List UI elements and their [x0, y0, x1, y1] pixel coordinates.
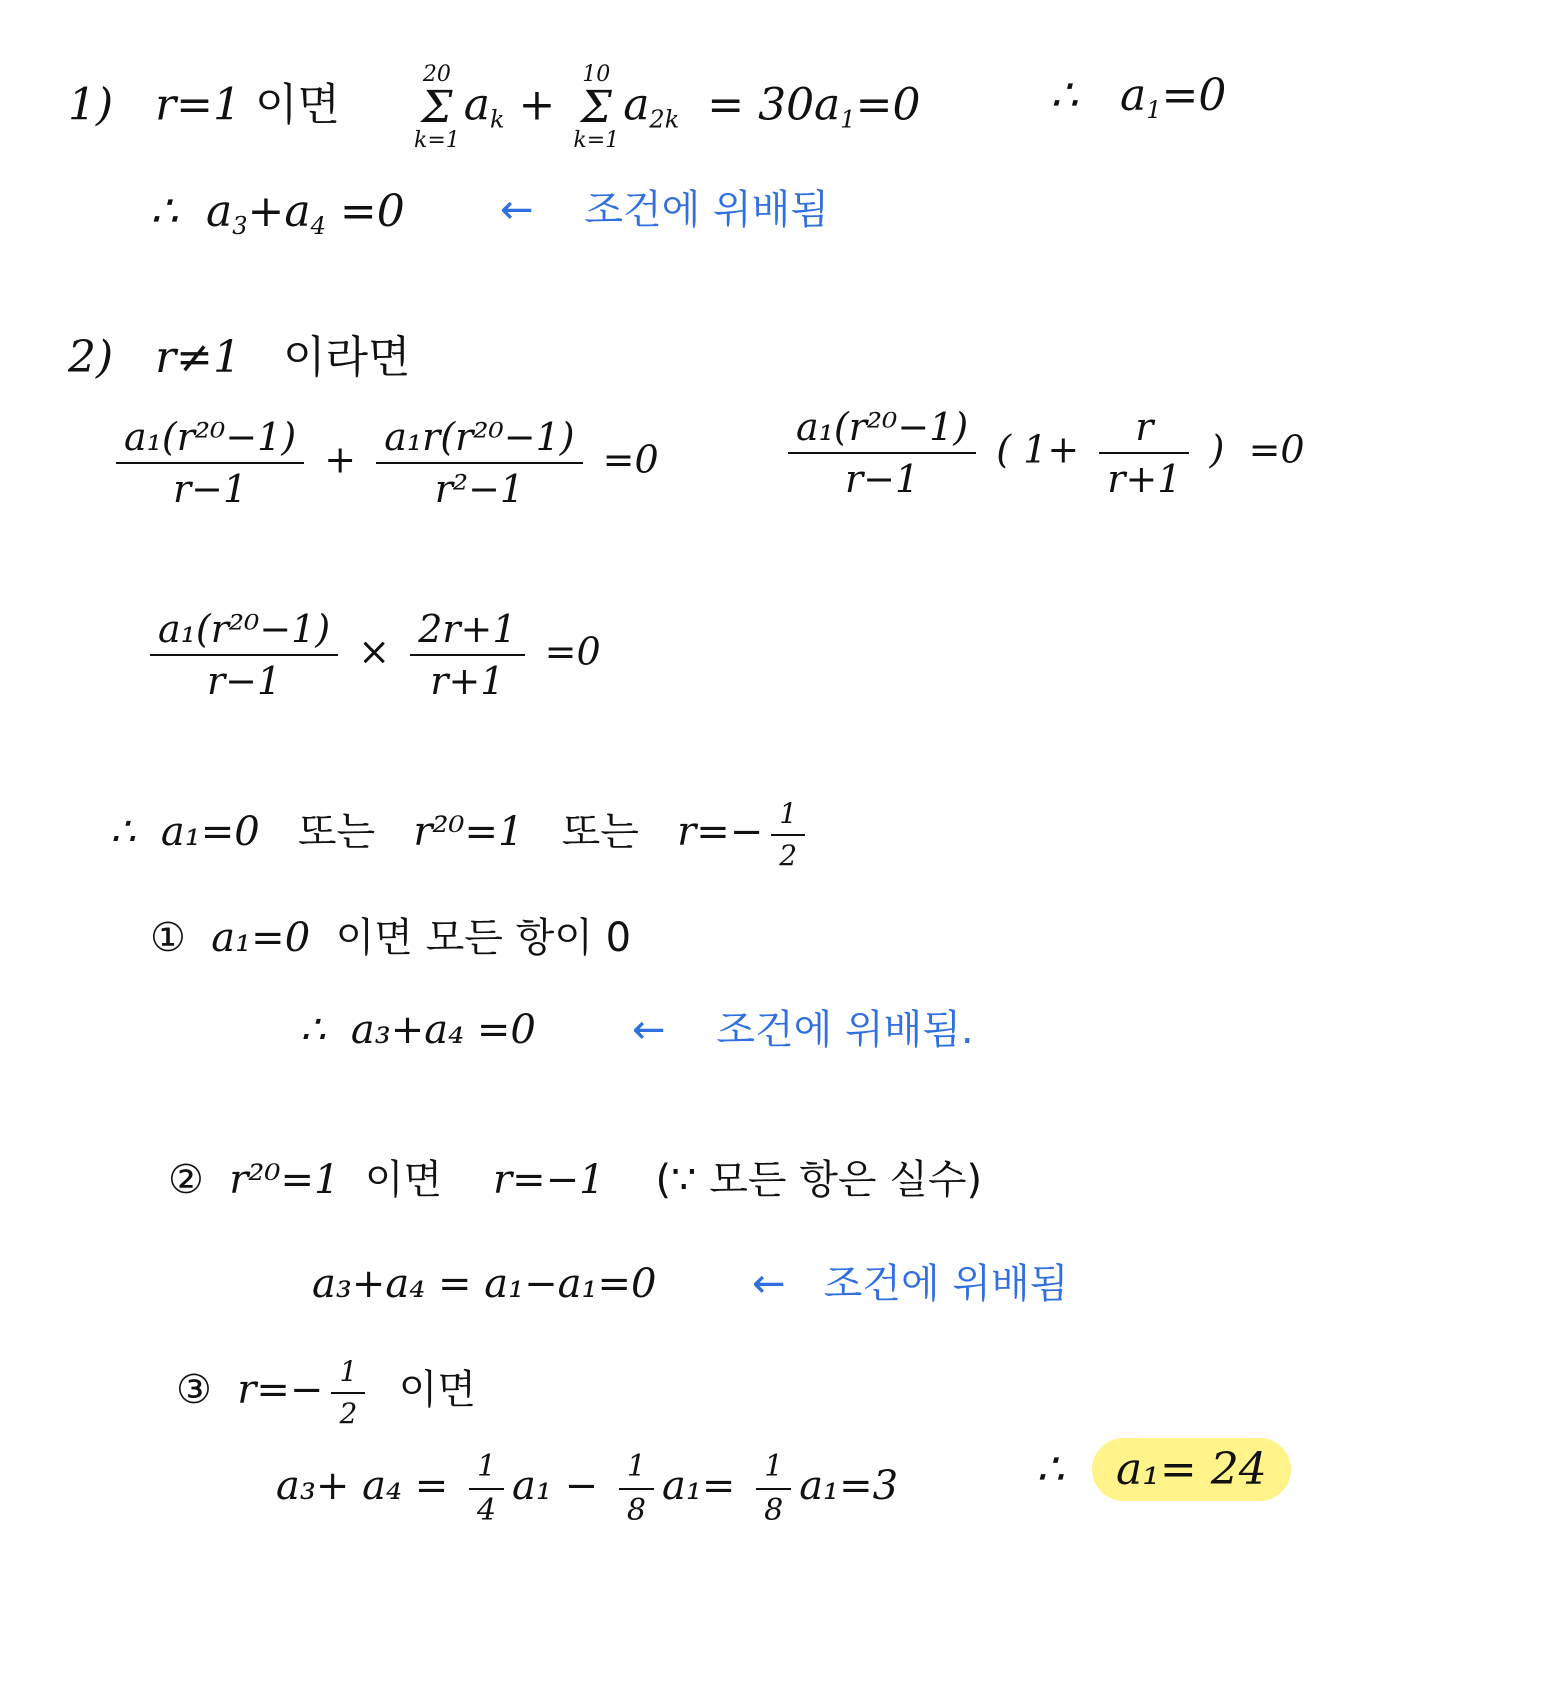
equals-zero: =0 [602, 437, 659, 482]
fraction-equation-2 [142, 607, 601, 703]
case-2 [168, 1157, 983, 1203]
sum2-lower: k=1 [573, 128, 620, 153]
circled-three-icon: ③ [176, 1367, 212, 1413]
sum1-upper: 20 [422, 62, 451, 87]
violation-text: 조건에 위배됨 [823, 1261, 1069, 1307]
numerator: a₁(r²⁰−1) [788, 408, 976, 454]
denominator: 2 [339, 1397, 358, 1430]
case-r-neg-half: r=− [677, 809, 764, 855]
final-answer [1036, 1444, 1291, 1495]
paren-open: ( 1+ [996, 427, 1080, 472]
therefore-icon: ∴ [1050, 70, 1078, 121]
left-arrow-icon: ← [752, 1261, 786, 1307]
a3-term: a [205, 186, 233, 237]
therefore-icon: ∴ [150, 186, 178, 237]
equals-zero: =0 [544, 629, 601, 674]
sum2-sub: 2k [649, 105, 680, 134]
summation-1 [414, 64, 460, 152]
denominator: 4 [476, 1493, 497, 1528]
sub-4: 4 [310, 212, 326, 240]
case-3 [176, 1355, 476, 1430]
denominator: r+1 [1107, 457, 1182, 501]
case-3-text: 이면 [398, 1367, 476, 1413]
line-1-conclusion [1050, 70, 1227, 124]
violation-note-1 [500, 187, 829, 233]
violation-note-2 [632, 1007, 974, 1053]
case-1 [150, 915, 632, 961]
numerator: r [1099, 408, 1189, 454]
numerator: 1 [469, 1452, 504, 1490]
circled-two-icon: ② [168, 1157, 204, 1203]
denominator: r²−1 [434, 467, 525, 511]
sum-result: = 30a [707, 79, 841, 131]
case-2-text: 이면 [364, 1157, 443, 1203]
sum1-sub: k [490, 105, 505, 134]
case-2-result [312, 1261, 657, 1307]
case-1-result [300, 1007, 536, 1053]
therefore-icon: ∴ [1036, 1444, 1064, 1495]
denominator: r+1 [430, 659, 505, 703]
circled-one-icon: ① [150, 915, 186, 961]
denominator: 2 [779, 839, 798, 872]
fraction-sum-1 [116, 415, 304, 511]
times-sign: × [358, 629, 391, 674]
fraction-r-over-r-plus-1 [1099, 405, 1189, 501]
sigma-icon: Σ [580, 82, 612, 133]
denominator: r−1 [173, 467, 248, 511]
case-1-text: 이면 모든 항이 0 [335, 915, 632, 961]
condition-r-equals-1: r=1 [155, 79, 242, 131]
numerator: a₁r(r²⁰−1) [376, 418, 582, 464]
numerator: 1 [619, 1452, 654, 1490]
sum1-term: a [463, 79, 490, 131]
fraction-2r-plus-1 [410, 607, 524, 703]
equals-zero: =0 [339, 186, 405, 237]
plus-sign: + [518, 79, 556, 131]
term-a1-equals-3: a₁=3 [799, 1463, 899, 1509]
numerator: 2r+1 [410, 610, 524, 656]
answer-highlight: a₁= 24 [1092, 1438, 1291, 1501]
case-2-condition: r²⁰=1 [229, 1157, 340, 1203]
equals-zero: =0 [1248, 427, 1305, 472]
condition-r-not-1: r≠1 [155, 332, 242, 383]
fraction-one-eighth [619, 1449, 654, 1528]
therefore-icon: ∴ [110, 809, 136, 855]
case-1-condition: a₁=0 [211, 915, 311, 961]
sum2-upper: 10 [582, 62, 611, 87]
denominator: r−1 [207, 659, 282, 703]
line-1 [68, 64, 920, 152]
plus-sign: + [324, 437, 357, 482]
section-2-header [68, 332, 411, 383]
numerator: a₁(r²⁰−1) [116, 418, 304, 464]
paren-close: ) [1209, 427, 1225, 472]
line-2 [150, 186, 405, 240]
numerator: 1 [331, 1358, 365, 1394]
cases-line [110, 797, 813, 872]
case-2-equation: a₃+a₄ = a₁−a₁=0 [312, 1261, 657, 1307]
case-r20-one: r²⁰=1 [413, 809, 524, 855]
sum-result-tail: =0 [855, 79, 921, 131]
denominator: r−1 [845, 457, 920, 501]
case-1-equation: a₃+a₄ =0 [350, 1007, 536, 1053]
fraction-one-half [331, 1355, 365, 1430]
left-arrow-icon: ← [632, 1007, 666, 1053]
or-text: 또는 [561, 809, 639, 855]
fraction-one-eighth [756, 1449, 791, 1528]
factored-equation [780, 405, 1305, 501]
violation-text: 조건에 위배됨. [716, 1007, 974, 1053]
fraction-equation-1 [108, 415, 659, 511]
term-a1-equals: a₁= [661, 1463, 736, 1509]
result-a: a [1119, 70, 1147, 121]
term-a1-minus: a₁ − [512, 1463, 599, 1509]
case-label-1: 1) [68, 79, 114, 131]
case-3-result [276, 1449, 899, 1528]
violation-note-3 [752, 1261, 1069, 1307]
korean-text-imyeon: 이면 [255, 79, 341, 131]
sum1-lower: k=1 [414, 128, 460, 153]
fraction-common [150, 607, 338, 703]
numerator: 1 [756, 1452, 791, 1490]
denominator: 8 [626, 1493, 646, 1528]
case-2-value: r=−1 [493, 1157, 605, 1203]
fraction-one-half [771, 797, 805, 872]
case-2-reason: (∵ 모든 항은 실수) [655, 1157, 983, 1203]
therefore-icon: ∴ [300, 1007, 326, 1053]
numerator: 1 [771, 800, 805, 836]
case-3-lhs: a₃+ a₄ = [276, 1463, 449, 1509]
fraction-one-quarter [469, 1449, 504, 1528]
violation-text: 조건에 위배됨 [584, 187, 829, 233]
fraction-common [788, 405, 976, 501]
denominator: 8 [764, 1493, 784, 1528]
korean-text-iramyeon: 이라면 [283, 332, 411, 383]
fraction-sum-2 [376, 415, 582, 511]
plus-a4: +a [247, 186, 311, 237]
sigma-icon: Σ [421, 82, 453, 133]
numerator: a₁(r²⁰−1) [150, 610, 338, 656]
left-arrow-icon: ← [500, 187, 534, 233]
summation-2 [573, 64, 619, 152]
case-3-condition: r=− [237, 1367, 324, 1413]
sub-3: 3 [232, 212, 248, 240]
sum2-term: a [623, 79, 650, 131]
or-text: 또는 [297, 809, 376, 855]
case-a1-zero: a₁=0 [160, 809, 260, 855]
case-label-2: 2) [68, 332, 114, 383]
result-tail: =0 [1161, 70, 1227, 121]
result-sub: 1 [1146, 96, 1162, 124]
sum-result-sub: 1 [840, 105, 856, 134]
